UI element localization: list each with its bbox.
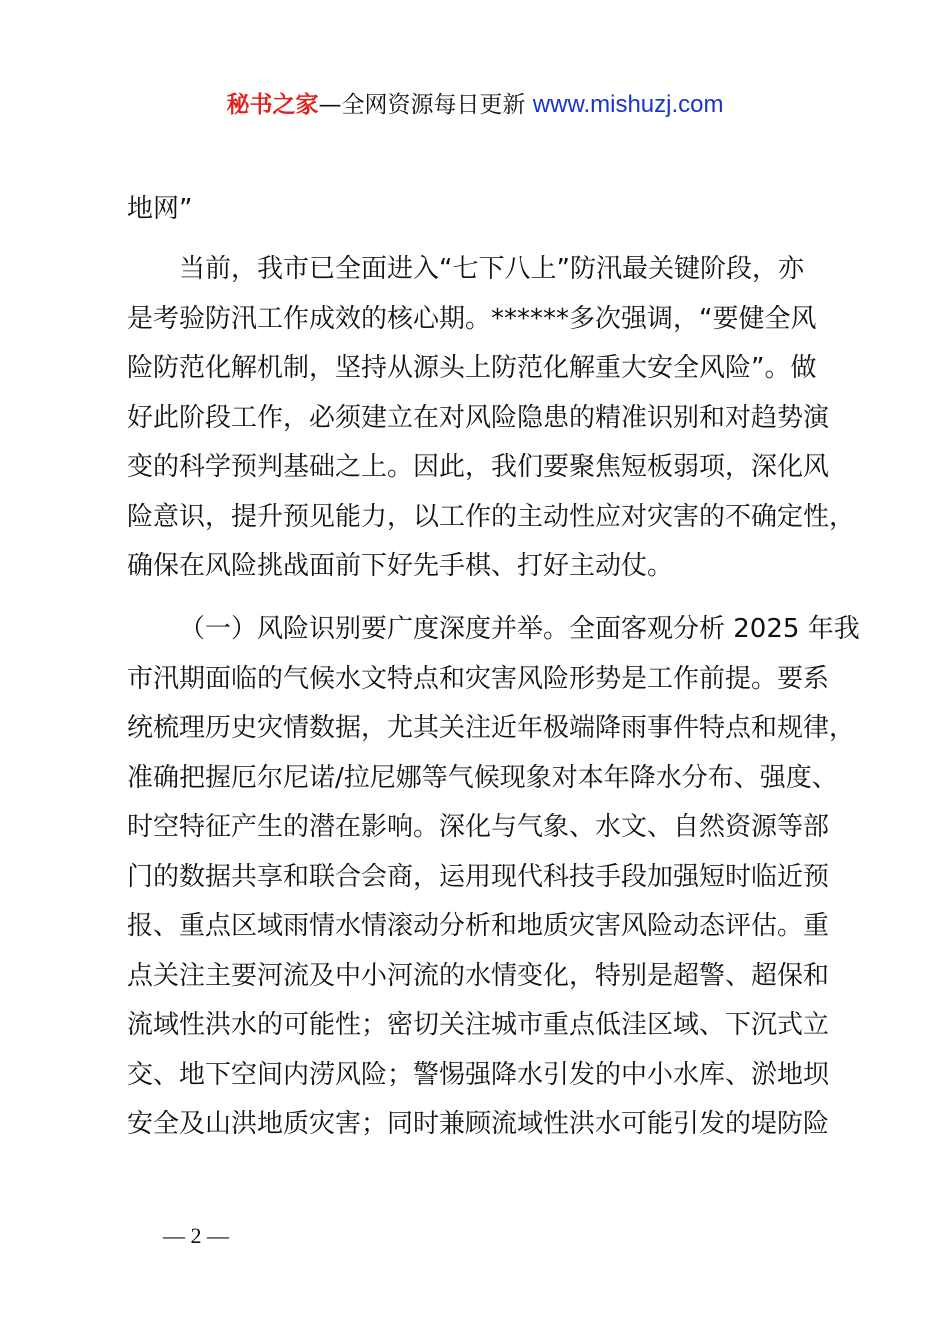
text-line: 时空特征产生的潜在影响。深化与气象、水文、自然资源等部 [127,812,830,842]
text-line: 安全及山洪地质灾害；同时兼顾流域性洪水可能引发的堤防险 [127,1109,830,1139]
text-line: 地网” [127,194,193,224]
text-line: 当前，我市已全面进入“七下八上”防汛最关键阶段，亦 [179,254,804,284]
text-line: 市汛期面临的气候水文特点和灾害风险形势是工作前提。要系 [127,663,830,694]
brand-name: 秘书之家 [226,92,319,118]
paragraph-current-stage [127,245,856,592]
text-line: 险防范化解机制，坚持从源头上防范化解重大安全风险”。做 [127,353,817,383]
page-number: — 2 — [163,1223,229,1248]
header-tagline: —全网资源每日更新 [318,92,533,118]
site-url-link[interactable]: www.mishuzj.com [532,91,724,118]
text-line: 是考验防汛工作成效的核心期。******多次强调，“要健全风 [127,303,817,334]
text-line: 变的科学预判基础之上。因此，我们要聚焦短板弱项，深化风 [127,452,830,482]
text-line: 点关注主要河流及中小河流的水情变化，特别是超警、超保和 [127,960,830,991]
text-line: （一）风险识别要广度深度并举。全面客观分析 2025 年我 [179,614,860,644]
text-line: 确保在风险挑战面前下好先手棋、打好主动仗。 [127,551,674,581]
text-line: 险意识，提升预见能力，以工作的主动性应对灾害的不确定性， [127,501,856,532]
text-line: 准确把握厄尔尼诺/拉尼娜等气候现象对本年降水分布、强度、 [127,762,838,793]
text-line: 门的数据共享和联合会商，运用现代科技手段加强短时临近预 [127,861,830,892]
text-line: 流域性洪水的可能性；密切关注城市重点低洼区域、下沉式立 [127,1010,830,1040]
continuation-text [127,185,837,235]
text-line: 好此阶段工作，必须建立在对风险隐患的精准识别和对趋势演 [127,402,830,433]
text-line: 交、地下空间内涝风险；警惕强降水引发的中小水库、淤地坝 [127,1059,830,1090]
site-header [0,88,950,122]
paragraph-risk-identification [127,605,860,1150]
text-line: 报、重点区域雨情水情滚动分析和地质灾害风险动态评估。重 [127,911,830,941]
text-line: 统梳理历史灾情数据，尤其关注近年极端降雨事件特点和规律， [127,713,856,743]
